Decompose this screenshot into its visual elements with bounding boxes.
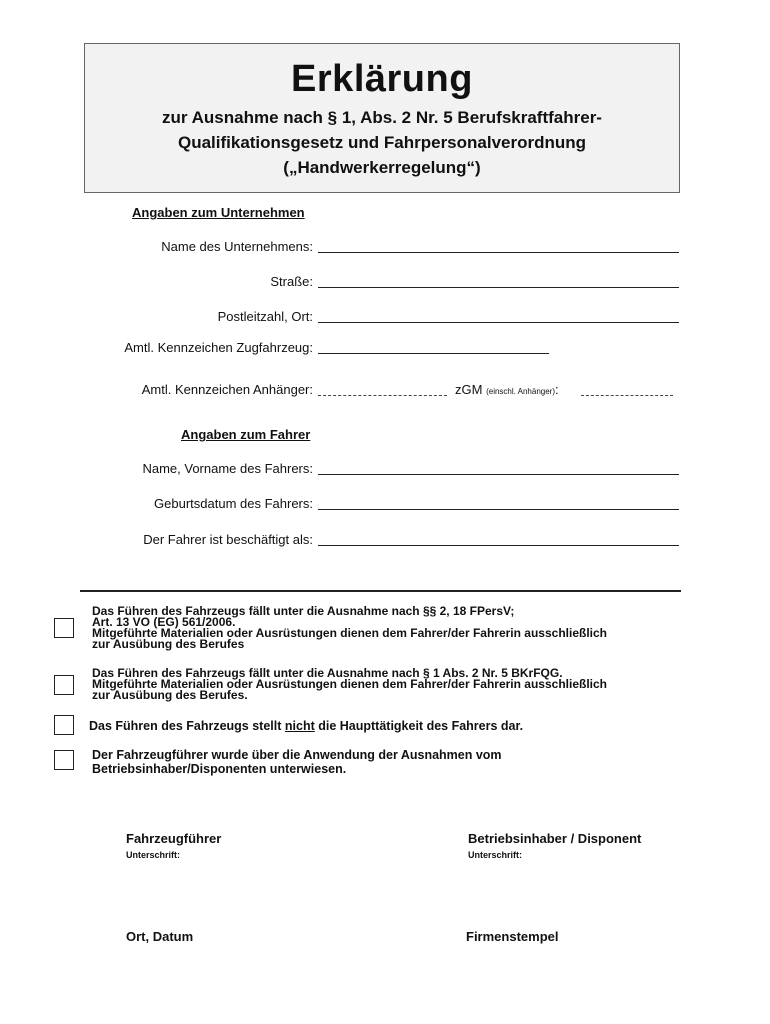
zgm-colon: : — [555, 382, 559, 397]
checkbox-4-text — [92, 748, 502, 776]
checkbox-1-line-1: Das Führen des Fahrzeugs fällt unter die Ausnahme nach §§ 2, 18 FPersV; — [92, 604, 515, 618]
checkbox-not-main-activity[interactable] — [54, 715, 74, 735]
trailer-plate-label: Amtl. Kennzeichen Anhänger: — [141, 382, 313, 397]
company-name-label: Name des Unternehmens: — [161, 239, 313, 254]
section-divider — [80, 590, 681, 592]
zgm-label-group — [455, 382, 559, 397]
checkbox-1-line-3: Mitgeführte Materialien oder Ausrüstungen dienen dem Fahrer/der Fahrerin ausschließlich — [92, 626, 607, 640]
company-section-heading: Angaben zum Unternehmen — [132, 205, 305, 220]
driver-signature-label: Unterschrift: — [126, 850, 181, 860]
checkbox-bkrfqg-exception[interactable] — [54, 675, 74, 695]
checkbox-3-text — [89, 719, 523, 733]
checkbox-2-line-2: Mitgeführte Materialien oder Ausrüstungen dienen dem Fahrer/der Fahrerin ausschließlich — [92, 677, 607, 691]
checkbox-4-line-2: Betriebsinhaber/Disponenten unterwiesen. — [92, 762, 347, 776]
driver-signature-area[interactable] — [126, 862, 346, 912]
tractor-plate-field[interactable] — [318, 353, 549, 354]
checkbox-1-line-2: Art. 13 VO (EG) 561/2006. — [92, 615, 236, 629]
driver-name-field[interactable] — [318, 474, 679, 475]
checkbox-2-text — [92, 668, 607, 701]
street-field[interactable] — [318, 287, 679, 288]
owner-signature-heading: Betriebsinhaber / Disponent — [468, 831, 642, 846]
owner-signature-label: Unterschrift: — [468, 850, 523, 860]
tractor-plate-label: Amtl. Kennzeichen Zugfahrzeug: — [124, 340, 313, 355]
checkbox-3-post: die Haupttätigkeit des Fahrers dar. — [314, 719, 524, 733]
street-label: Straße: — [270, 274, 313, 289]
birth-date-label: Geburtsdatum des Fahrers: — [154, 496, 313, 511]
driver-name-label: Name, Vorname des Fahrers: — [142, 461, 313, 476]
zgm-note: (einschl. Anhänger) — [486, 387, 556, 396]
subtitle-line-3: („Handwerkerregelung“) — [283, 158, 481, 177]
document-title: Erklärung — [291, 58, 473, 100]
zgm-label: zGM — [455, 382, 483, 397]
checkbox-1-text — [92, 606, 607, 650]
title-box — [84, 43, 680, 193]
zip-city-label: Postleitzahl, Ort: — [217, 309, 313, 324]
company-stamp-label: Firmenstempel — [466, 929, 559, 944]
owner-signature-area[interactable] — [468, 862, 678, 912]
checkbox-3-pre: Das Führen des Fahrzeugs stellt — [89, 719, 285, 733]
checkbox-fpersv-exception[interactable] — [54, 618, 74, 638]
checkbox-2-line-1: Das Führen des Fahrzeugs fällt unter die Ausnahme nach § 1 Abs. 2 Nr. 5 BKrFQG. — [92, 666, 563, 680]
company-name-field[interactable] — [318, 252, 679, 253]
checkbox-4-line-1: Der Fahrzeugführer wurde über die Anwendung der Ausnahmen vom — [92, 748, 502, 762]
subtitle-line-1: zur Ausnahme nach § 1, Abs. 2 Nr. 5 Berufskraftfahrer- — [162, 108, 602, 127]
subtitle-line-2: Qualifikationsgesetz und Fahrpersonalverordnung — [177, 133, 587, 152]
checkbox-2-line-3: zur Ausübung des Berufes. — [92, 688, 248, 702]
checkbox-1-line-4: zur Ausübung des Berufes — [92, 637, 245, 651]
zgm-field[interactable] — [581, 395, 673, 396]
checkbox-3-emphasis: nicht — [284, 719, 315, 733]
zip-city-field[interactable] — [318, 322, 679, 323]
employment-field[interactable] — [318, 545, 679, 546]
birth-date-field[interactable] — [318, 509, 679, 510]
place-date-label: Ort, Datum — [126, 929, 194, 944]
trailer-plate-field[interactable] — [318, 395, 447, 396]
document-subtitle — [85, 105, 679, 180]
employment-label: Der Fahrer ist beschäftigt als: — [143, 532, 313, 547]
checkbox-instructed[interactable] — [54, 750, 74, 770]
driver-section-heading: Angaben zum Fahrer — [181, 427, 311, 442]
driver-signature-heading: Fahrzeugführer — [126, 831, 222, 846]
